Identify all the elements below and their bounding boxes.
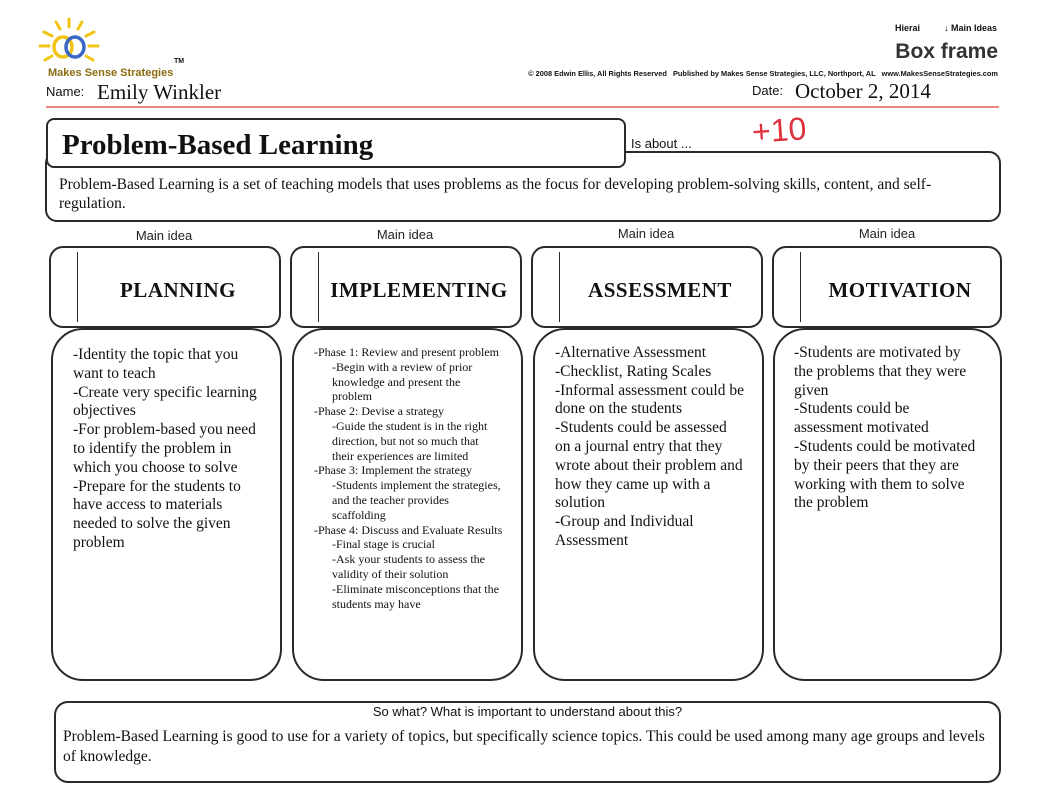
detail-item: -Group and Individual Assessment <box>555 513 694 549</box>
heading-box-assessment <box>531 246 763 328</box>
detail-sub-item: -Students implement the strategies, and the teacher provides scaffolding <box>332 478 501 522</box>
details-list-implementing <box>314 345 503 611</box>
detail-item: -Students are motivated by the problems that they were given <box>794 344 967 399</box>
details-list-motivation <box>794 344 982 513</box>
detail-sub-item: -Begin with a review of prior knowledge and present the problem <box>332 359 473 404</box>
main-idea-label-2: Main idea <box>376 227 434 242</box>
logo-icon <box>34 16 104 68</box>
detail-item: -Students could be assessed on a journal entry that they wrote about their problem and how they came up with a solution <box>555 419 743 512</box>
details-list-planning <box>73 346 260 553</box>
heading-planning: PLANNING <box>119 278 236 302</box>
detail-item: -Phase 2: Devise a strategy <box>314 404 444 419</box>
heading-box-implementing <box>290 246 522 328</box>
topic-title-box <box>46 118 626 168</box>
main-idea-label-3: Main idea <box>617 226 675 241</box>
detail-item: -For problem-based you need to identify the problem in which you choose to solve <box>73 421 256 476</box>
details-box-implementing <box>292 328 523 681</box>
detail-sub-item: -Ask your students to assess the validity of their solution <box>332 552 485 581</box>
heading-motivation: MOTIVATION <box>828 278 972 302</box>
trademark: TM <box>174 58 185 65</box>
topic-description: Problem-Based Learning is a set of teaching models that uses problems as the focus for developing problem-solving skills, content, and self-regulation. <box>59 176 932 212</box>
heading-implementing: IMPLEMENTING <box>330 278 508 302</box>
detail-sub-item: -Final stage is crucial <box>332 537 435 552</box>
frame-title: Box frame <box>895 40 998 63</box>
hierarchy-tag: Hierai <box>895 23 921 33</box>
heading-assessment: ASSESSMENT <box>588 278 732 302</box>
so-what-question: So what? What is important to understand about this? <box>372 704 683 719</box>
grade-mark: +10 <box>750 110 808 150</box>
brand-name: Makes Sense Strategies <box>48 67 174 79</box>
heading-box-planning <box>49 246 281 328</box>
detail-item: -Identity the topic that you want to teach <box>73 346 239 382</box>
so-what-answer: Problem-Based Learning is good to use for a variety of topics, but specifically science topics. This could be used among many age groups and levels of knowledge. <box>63 728 985 765</box>
date-value: October 2, 2014 <box>795 79 931 103</box>
details-box-assessment <box>533 328 764 681</box>
date-label: Date: <box>752 83 784 98</box>
detail-item: -Informal assessment could be done on the students <box>555 381 744 418</box>
main-idea-label-1: Main idea <box>135 228 193 243</box>
detail-item: -Alternative Assessment <box>555 344 707 361</box>
detail-item: -Create very specific learning objectives <box>73 383 257 420</box>
main-idea-label-4: Main idea <box>858 226 916 241</box>
detail-item: -Students could be assessment motivated <box>794 400 929 437</box>
detail-item: -Phase 3: Implement the strategy <box>314 463 472 478</box>
detail-sub-item: -Guide the student is in the right direction, but not so much that their experiences are limited <box>332 418 488 463</box>
is-about-label: Is about ... <box>631 136 692 151</box>
detail-item: -Prepare for the students to have access to materials needed to solve the given problem <box>73 477 241 551</box>
header-rule <box>46 106 999 108</box>
details-list-assessment <box>555 344 744 551</box>
name-value: Emily Winkler <box>97 80 222 104</box>
detail-item: -Students could be motivated by their peers that they are working with them to solve the problem <box>794 437 976 512</box>
detail-item: -Phase 1: Review and present problem <box>314 345 499 359</box>
details-box-planning <box>51 328 282 681</box>
name-label: Name: <box>46 84 85 99</box>
heading-box-motivation <box>772 246 1002 328</box>
detail-item: -Checklist, Rating Scales <box>555 362 712 380</box>
detail-sub-item: -Eliminate misconceptions that the students may have <box>332 581 499 611</box>
main-ideas-tag: ↓ Main Ideas <box>944 23 998 33</box>
detail-item: -Phase 4: Discuss and Evaluate Results <box>314 522 503 537</box>
copyright-line: © 2008 Edwin Ellis, All Rights Reserved Published by Makes Sense Strategies, LLC, Northport, AL www.MakesSenseStrategies.com <box>528 69 998 78</box>
so-what-box <box>54 701 1001 783</box>
details-box-motivation <box>773 328 1002 681</box>
topic-title: Problem-Based Learning <box>62 129 374 161</box>
